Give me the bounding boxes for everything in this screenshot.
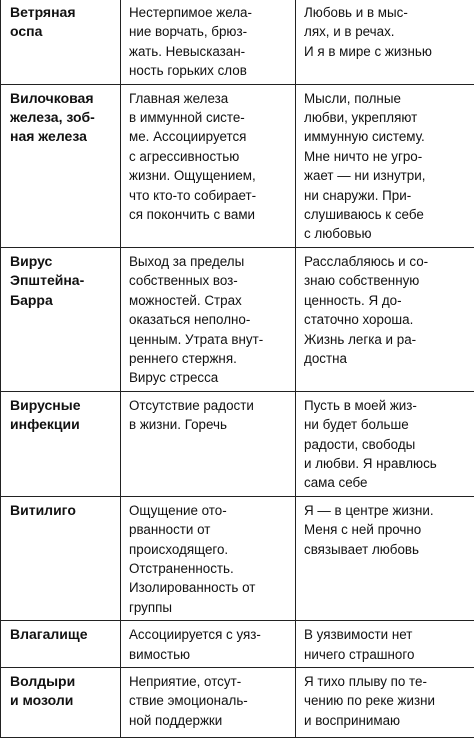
- term-cell: Вилочковая железа, зоб- ная железа: [1, 84, 121, 247]
- table-row: [1, 668, 474, 738]
- cause-cell: Выход за пределы собственных воз- можностей. Страх оказаться неполно- ценным. Утрата внут- реннего стержня. Вирус стресса: [121, 247, 296, 391]
- affirmation-cell: Я — в центре жизни. Меня с ней прочно связывает любовь: [296, 496, 474, 620]
- cause-cell: Ощущение ото- рванности от происходящего. Отстраненность. Изолированность от группы: [121, 496, 296, 620]
- term-cell: Витилиго: [1, 496, 121, 620]
- affirmation-cell: Любовь и в мыс- лях, и в речах. И я в мире с жизнью: [296, 0, 474, 84]
- cause-cell: Ассоциируется с уяз- вимостью: [121, 621, 296, 668]
- table-row: [1, 621, 474, 668]
- table-row: [1, 391, 474, 496]
- cause-cell: Нестерпимое жела- ние ворчать, брюз- жать. Невысказан- ность горьких слов: [121, 0, 296, 84]
- affirmation-cell: Расслабляюсь и со- знаю собственную ценность. Я до- статочно хороша. Жизнь легка и ра- достна: [296, 247, 474, 391]
- table-row: [1, 247, 474, 391]
- cause-cell: Неприятие, отсут- ствие эмоциональ- ной поддержки: [121, 668, 296, 738]
- table-row: [1, 84, 474, 247]
- cause-cell: Отсутствие радости в жизни. Горечь: [121, 391, 296, 496]
- term-cell: Вирусные инфекции: [1, 391, 121, 496]
- cause-cell: Главная железа в иммунной систе- ме. Ассоциируется с агрессивностью жизни. Ощущением, что кто-то собирает- ся покончить с вами: [121, 84, 296, 247]
- term-cell: Вирус Эпштейна- Барра: [1, 247, 121, 391]
- affirmation-cell: В уязвимости нет ничего страшного: [296, 621, 474, 668]
- affirmation-cell: Мысли, полные любви, укрепляют иммунную систему. Мне ничто не угро- жает — ни изнутри, ни снаружи. При- слушиваюсь к себе с любовью: [296, 84, 474, 247]
- term-cell: Влагалище: [1, 621, 121, 668]
- affirmation-cell: Я тихо плыву по те- чению по реке жизни и воспринимаю: [296, 668, 474, 738]
- affirmation-cell: Пусть в моей жиз- ни будет больше радости, свободы и любви. Я нравлюсь сама себе: [296, 391, 474, 496]
- term-cell: Волдыри и мозоли: [1, 668, 121, 738]
- table-row: [1, 496, 474, 620]
- term-cell: Ветряная оспа: [1, 0, 121, 84]
- table-row: [1, 0, 474, 84]
